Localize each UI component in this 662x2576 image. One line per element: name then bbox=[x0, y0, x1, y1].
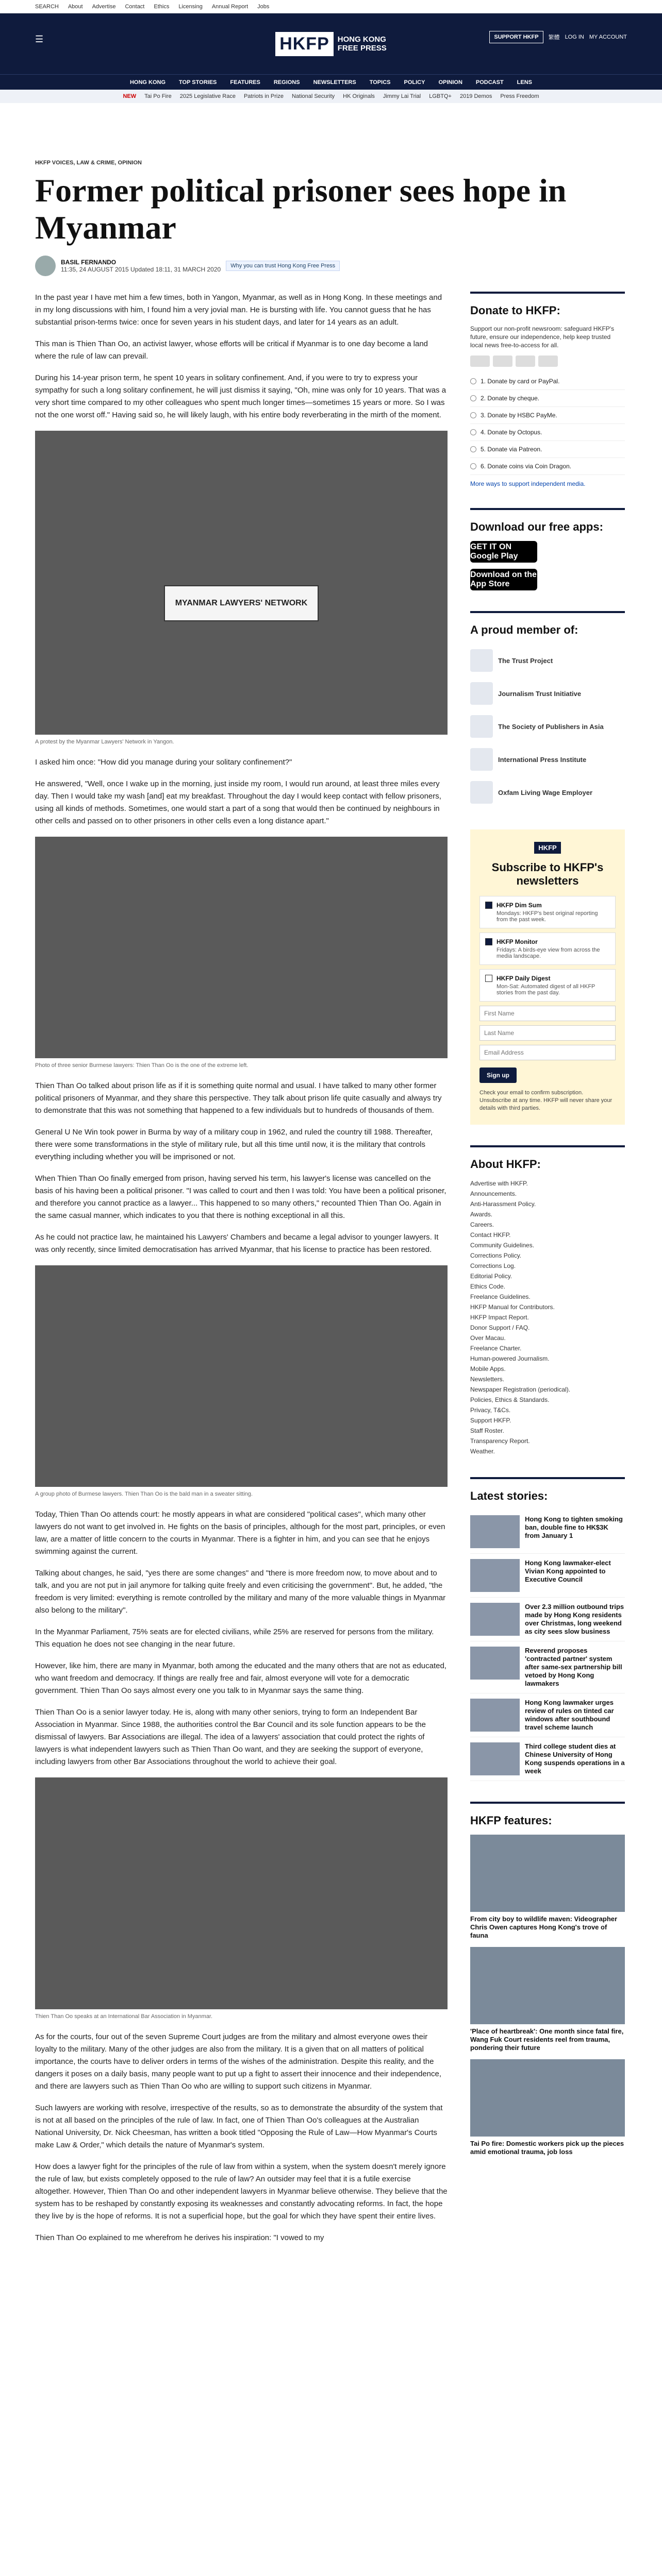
subnav-item[interactable]: Tai Po Fire bbox=[144, 93, 172, 99]
about-link[interactable]: Awards. bbox=[470, 1211, 493, 1218]
top-link-licensing[interactable]: Licensing bbox=[178, 3, 203, 10]
newsletter-box bbox=[470, 829, 625, 1125]
more-ways-link[interactable]: More ways to support independent media. bbox=[470, 480, 586, 487]
protest-photo bbox=[35, 431, 448, 735]
feature-item[interactable] bbox=[470, 1947, 625, 2052]
figure bbox=[35, 837, 448, 1069]
donate-option[interactable]: 5. Donate via Patreon. bbox=[470, 441, 625, 458]
story-title[interactable]: Hong Kong lawmaker-elect Vivian Kong appointed to Executive Council bbox=[525, 1559, 611, 1583]
paragraph: Thien Than Oo is a senior lawyer today. He is, along with many other seniors, trying to form an Independent Bar Association in Myanmar. Since 1988, the authorities control the Bar Council and its sole function appears to be the dismissal of lawyers. Bar Associations are illegal. The idea of a lawyers' association that could protect the rights of lawyers is what independent lawyers such as Thien Than Oo want, and they are seeking the support of everyone, including lawyers from other Bar Associations throughout the world to achieve their goal. bbox=[35, 1708, 426, 1766]
donate-option[interactable]: 1. Donate by card or PayPal. bbox=[470, 373, 625, 390]
about-link[interactable]: HKFP Manual for Contributors. bbox=[470, 1303, 555, 1311]
subnav-item[interactable]: Patriots in Prize bbox=[243, 93, 284, 99]
story-title[interactable]: Hong Kong lawmaker urges review of rules on tinted car windows after southbound travel scheme launch bbox=[525, 1699, 614, 1731]
feature-thumbnail[interactable] bbox=[470, 1835, 625, 1912]
feature-title[interactable]: From city boy to wildlife maven: Videographer Chris Owen captures Hong Kong's trove of fauna bbox=[470, 1915, 618, 1939]
about-box bbox=[470, 1145, 625, 1456]
trust-badge[interactable]: Why you can trust Hong Kong Free Press bbox=[226, 261, 340, 271]
oxfam-logo bbox=[470, 781, 493, 804]
site-logo[interactable] bbox=[275, 32, 387, 56]
latest-item[interactable] bbox=[470, 1737, 625, 1781]
newsletter-title: Subscribe to HKFP's newsletters bbox=[491, 861, 604, 887]
features-list bbox=[470, 1835, 625, 2156]
latest-item[interactable] bbox=[470, 1598, 625, 1641]
subnav-item[interactable]: National Security bbox=[291, 93, 335, 99]
features-box bbox=[470, 1802, 625, 2156]
sopa-logo bbox=[470, 715, 493, 738]
donate-option[interactable]: 3. Donate by HSBC PayMe. bbox=[470, 407, 625, 424]
story-thumbnail[interactable] bbox=[470, 1559, 520, 1592]
subnav-item[interactable]: HK Originals bbox=[343, 93, 375, 99]
about-link[interactable]: Donor Support / FAQ. bbox=[470, 1324, 530, 1331]
member-title: A proud member of: bbox=[470, 623, 578, 636]
nav-hong-kong[interactable]: HONG KONG bbox=[129, 79, 166, 86]
subnav-item[interactable]: 2019 Demos bbox=[459, 93, 492, 99]
about-link[interactable]: Transparency Report. bbox=[470, 1437, 530, 1445]
lawyers-photo bbox=[35, 837, 448, 1058]
about-link[interactable]: Corrections Policy. bbox=[470, 1252, 522, 1259]
paragraph: Thien Than Oo explained to me wherefrom he derives his inspiration: "I vowed to my bbox=[35, 2233, 324, 2242]
paragraph: Talking about changes, he said, "yes there are some changes" and "there is more freedom now, to move about and to talk, and you are not put in jail anymore for talking quite freely and even criticising the government". But, he added, "the freedom is very limited: everything is remote controlled by the military and many of the more valuable things in Myanmar also belong to the military". bbox=[35, 1569, 446, 1615]
first-name-field[interactable] bbox=[479, 1006, 616, 1021]
about-link[interactable]: Weather. bbox=[470, 1448, 495, 1455]
header-actions bbox=[489, 31, 627, 43]
paragraph: Today, Thien Than Oo attends court: he mostly appears in what are considered "political cases", which many other lawyers do not want to get involved in. He fights on the basis of principles, although for the most part, principles, or even law, are a matter of little concern to the courts in Myanmar. There is a fighter in him, and you can see that he enjoys swimming against the current. bbox=[35, 1510, 445, 1556]
article-categories[interactable]: HKFP VOICES, LAW & CRIME, OPINION bbox=[35, 160, 142, 166]
story-thumbnail[interactable] bbox=[470, 1603, 520, 1636]
article-title: Former political prisoner sees hope in Myanmar bbox=[35, 172, 567, 246]
login-link[interactable]: LOG IN bbox=[565, 34, 584, 40]
paragraph: As he could not practice law, he maintained his Lawyers' Chambers and became a legal advisor to younger lawyers. It was only recently, since limited democratisation has arrived Myanmar, that his license to practice has been restored. bbox=[35, 1233, 439, 1254]
member-logo[interactable]: Oxfam Living Wage Employer bbox=[470, 776, 625, 809]
story-thumbnail[interactable] bbox=[470, 1647, 520, 1680]
checkbox-icon[interactable] bbox=[485, 975, 492, 982]
radio-icon bbox=[470, 429, 476, 435]
byline bbox=[35, 256, 627, 276]
story-title[interactable]: Over 2.3 million outbound trips made by Hong Kong residents over Christmas, long weekend as city sees slow business bbox=[525, 1603, 624, 1635]
logo-mark: HKFP bbox=[275, 32, 334, 56]
search-link[interactable]: SEARCH bbox=[35, 3, 59, 10]
figure bbox=[35, 431, 448, 745]
logo-text: HONG KONG FREE PRESS bbox=[337, 35, 387, 53]
apps-box bbox=[470, 508, 625, 590]
account-link[interactable]: MY ACCOUNT bbox=[589, 34, 627, 40]
paragraph: In the Myanmar Parliament, 75% seats are for elected civilians, while 25% are reserved for persons from the military. This equation he does not see changing in the near future. bbox=[35, 1628, 434, 1649]
story-title[interactable]: Reverend proposes 'contracted partner' system after same-sex partnership bill vetoed by Hong Kong lawmakers bbox=[525, 1647, 622, 1687]
radio-icon bbox=[470, 446, 476, 452]
feature-item[interactable] bbox=[470, 1835, 625, 1940]
paragraph: I asked him once: "How did you manage during your solitary confinement?" bbox=[35, 758, 292, 767]
new-badge: NEW bbox=[123, 93, 137, 99]
trust-project-logo bbox=[470, 649, 493, 672]
page-content bbox=[35, 129, 627, 2253]
member-logo[interactable]: The Society of Publishers in Asia bbox=[470, 710, 625, 743]
subnav-item[interactable]: Jimmy Lai Trial bbox=[383, 93, 421, 99]
member-logo[interactable]: International Press Institute bbox=[470, 743, 625, 776]
donate-title: Donate to HKFP: bbox=[470, 304, 560, 317]
paragraph: Thien Than Oo talked about prison life as if it is something quite normal and usual. I have talked to many other former political prisoners of Myanmar, and they share this perspective. They talk about prison life quite casually and always try to demonstrate that this was not something that happened to a few individuals but to hundreds of thousands of them. bbox=[35, 1081, 442, 1115]
paypal-icon bbox=[493, 355, 512, 367]
figure-caption: A protest by the Myanmar Lawyers' Network in Yangon. bbox=[35, 739, 174, 745]
donate-box bbox=[470, 292, 625, 487]
radio-icon bbox=[470, 412, 476, 418]
about-link[interactable]: Privacy, T&Cs. bbox=[470, 1406, 511, 1414]
radio-icon bbox=[470, 463, 476, 469]
author-name[interactable]: BASIL FERNANDO bbox=[61, 259, 117, 266]
latest-list bbox=[470, 1510, 625, 1781]
about-link[interactable]: Human-powered Journalism. bbox=[470, 1355, 550, 1362]
content-columns bbox=[35, 292, 627, 2253]
about-link[interactable]: Newsletters. bbox=[470, 1376, 505, 1383]
paragraph: In the past year I have met him a few times, both in Yangon, Myanmar, as well as in Hong Kong. In these meetings and in my long discussions with him, I found him a very jovial man. He is bursting with life. You cannot guess that he has substantial prison-terms twice: once for seven years in his student days, and later for 14 years as an adult. bbox=[35, 293, 442, 327]
newsletter-logo: HKFP bbox=[534, 842, 560, 854]
donate-option[interactable]: 4. Donate by Octopus. bbox=[470, 424, 625, 441]
nav-policy[interactable]: POLICY bbox=[404, 79, 425, 86]
about-link[interactable]: Corrections Log. bbox=[470, 1262, 516, 1269]
about-link[interactable]: Support HKFP. bbox=[470, 1417, 511, 1424]
nav-podcast[interactable]: PODCAST bbox=[475, 79, 504, 86]
protest-banner: MYANMAR LAWYERS' NETWORK bbox=[164, 585, 319, 621]
member-logo[interactable]: Journalism Trust Initiative bbox=[470, 677, 625, 710]
newsletter-note: Check your email to confirm subscription. Unsubscribe at any time. HKFP will never share your details with third parties. bbox=[479, 1090, 613, 1111]
features-title: HKFP features: bbox=[470, 1814, 552, 1827]
donate-option[interactable]: 6. Donate coins via Coin Dragon. bbox=[470, 458, 625, 475]
top-link-annual-report[interactable]: Annual Report bbox=[211, 3, 249, 10]
top-link-about[interactable]: About bbox=[68, 3, 83, 10]
donate-option[interactable]: 2. Donate by cheque. bbox=[470, 390, 625, 407]
about-link[interactable]: Advertise with HKFP. bbox=[470, 1180, 528, 1187]
paragraph: He answered, "Well, once I wake up in the morning, just inside my room, I would run around, at least three miles every day. Then I would take my wash [and] eat my breakfast. Throughout the day I would keep contact with fellow prisoners, using all kinds of methods. Sometimes, one would start a part of a song that would then be continued by neighbours in other cells and passed on to other prisoners in other cells even a long distance apart." bbox=[35, 779, 441, 825]
octopus-icon bbox=[538, 355, 558, 367]
card-icon bbox=[470, 355, 490, 367]
feature-title[interactable]: Tai Po fire: Domestic workers pick up the pieces amid emotional trauma, job loss bbox=[470, 2140, 624, 2156]
app-store-button[interactable]: Download on the App Store bbox=[470, 569, 537, 590]
about-link[interactable]: Editorial Policy. bbox=[470, 1273, 512, 1280]
about-link[interactable]: Announcements. bbox=[470, 1190, 517, 1197]
top-link-advertise[interactable]: Advertise bbox=[92, 3, 116, 10]
menu-icon[interactable]: ☰ bbox=[35, 34, 44, 44]
about-link[interactable]: HKFP Impact Report. bbox=[470, 1314, 529, 1321]
support-button[interactable]: SUPPORT HKFP bbox=[489, 31, 543, 43]
ipi-logo bbox=[470, 748, 493, 771]
latest-item[interactable] bbox=[470, 1641, 625, 1693]
paragraph: Such lawyers are working with resolve, irrespective of the results, so as to demonstrate the absurdity of the system that is not at all based on the principles of the rule of law. In fact, one of Thien Than Oo's colleagues at the Australian National University, Dr. Nick Cheesman, has written a book titled "Opposing the Rule of Law—How Myanmar's Courts make Law & Order," which details the nature of Myanmar's system. bbox=[35, 2104, 443, 2149]
member-box bbox=[470, 611, 625, 809]
paragraph: However, like him, there are many in Myanmar, both among the educated and the many others that are not as educated, who want freedom and democracy. If things are really free and fair, almost everyone will vote for a democratic government. Thien Than Oo says almost every one you talk to in Myanmar says the same thing. bbox=[35, 1662, 446, 1695]
main-nav bbox=[0, 74, 662, 90]
about-link[interactable]: Freelance Guidelines. bbox=[470, 1293, 531, 1300]
figure-caption: Photo of three senior Burmese lawyers: Thien Than Oo is the one of the extreme left. bbox=[35, 1062, 249, 1069]
article-body bbox=[35, 292, 448, 2253]
nav-newsletters[interactable]: NEWSLETTERS bbox=[313, 79, 356, 86]
paragraph: General U Ne Win took power in Burma by way of a military coup in 1962, and ruled the country till 1988. Thereafter, there were some transformations in the style of military rule, but all this time until now, it is the military that controls everything including whether you will be imprisoned or not. bbox=[35, 1128, 433, 1161]
about-list bbox=[470, 1178, 625, 1456]
jti-logo bbox=[470, 682, 493, 705]
site-header bbox=[0, 13, 662, 74]
figure bbox=[35, 1777, 448, 2020]
about-link[interactable]: Policies, Ethics & Standards. bbox=[470, 1396, 550, 1403]
latest-title: Latest stories: bbox=[470, 1489, 548, 1502]
paragraph: How does a lawyer fight for the principles of the rule of law from within a system, when the system doesn't merely ignore the rule of law, but exists completely opposed to the rule of law? An outsider may feel that it is a futile exercise altogether. However, Thien Than Oo and other independent lawyers in Myanmar believe otherwise. They believe that the system has to be reshaped by constantly exposing its weaknesses and constantly advocating reforms. In fact, the hope they live by is the hope of reforms. It is not a superficial hope, but the goal for which they have spent their entire lives. bbox=[35, 2162, 448, 2221]
payment-icons bbox=[470, 355, 625, 367]
article-dates: 11:35, 24 AUGUST 2015 Updated 18:11, 31 MARCH 2020 bbox=[61, 266, 221, 273]
top-link-contact[interactable]: Contact bbox=[125, 3, 145, 10]
about-link[interactable]: Ethics Code. bbox=[470, 1283, 506, 1290]
about-link[interactable]: Staff Roster. bbox=[470, 1427, 504, 1434]
newsletter-option[interactable]: HKFP Monitor Fridays: A birds-eye view from across the media landscape. bbox=[479, 933, 616, 965]
about-link[interactable]: Mobile Apps. bbox=[470, 1365, 506, 1372]
about-link[interactable]: Careers. bbox=[470, 1221, 494, 1228]
sub-nav bbox=[0, 90, 662, 103]
subnav-item[interactable]: LGBTQ+ bbox=[429, 93, 452, 99]
figure-caption: A group photo of Burmese lawyers. Thien Than Oo is the bald man in a sweater sitting. bbox=[35, 1491, 253, 1497]
newsletter-option[interactable]: HKFP Dim Sum Mondays: HKFP's best original reporting from the past week. bbox=[479, 896, 616, 928]
nav-top-stories[interactable]: TOP STORIES bbox=[179, 79, 217, 86]
latest-item[interactable] bbox=[470, 1554, 625, 1598]
nav-topics[interactable]: TOPICS bbox=[369, 79, 391, 86]
signup-button[interactable]: Sign up bbox=[479, 1067, 517, 1083]
latest-item[interactable] bbox=[470, 1693, 625, 1737]
about-title: About HKFP: bbox=[470, 1158, 541, 1171]
figure bbox=[35, 1265, 448, 1497]
nav-features[interactable]: FEATURES bbox=[230, 79, 260, 86]
checkbox-icon[interactable] bbox=[485, 902, 492, 909]
speech-photo bbox=[35, 1777, 448, 2009]
group-photo bbox=[35, 1265, 448, 1487]
feature-title[interactable]: 'Place of heartbreak': One month since fatal fire, Wang Fuk Court residents reel from trauma, pondering their future bbox=[470, 2027, 624, 2052]
nav-lens[interactable]: LENS bbox=[517, 79, 533, 86]
language-link[interactable]: 繁體 bbox=[548, 35, 560, 41]
paragraph: When Thien Than Oo finally emerged from prison, having served his term, his lawyer's license was cancelled on the basis of his having been a political prisoner. "I was called to court and then I was told: You have been a political prisoner, and therefore you cannot practice as a lawyer... This happened to so many others," recounted Thien Than Oo. Again in the same casual manner, which indicates to you that there is nothing exceptional in all this. bbox=[35, 1174, 446, 1220]
about-link[interactable]: Community Guidelines. bbox=[470, 1242, 535, 1249]
google-play-button[interactable]: GET IT ON Google Play bbox=[470, 541, 537, 563]
latest-item[interactable] bbox=[470, 1510, 625, 1554]
sidebar bbox=[470, 292, 625, 2253]
story-thumbnail[interactable] bbox=[470, 1699, 520, 1732]
paragraph: This man is Thien Than Oo, an activist lawyer, whose efforts will be critical if Myanmar is to one day become a land where the rule of law can prevail. bbox=[35, 340, 428, 361]
feature-thumbnail[interactable] bbox=[470, 2059, 625, 2137]
paragraph: During his 14-year prison term, he spent 10 years in solitary confinement. And, if you were to try to express your sympathy for such a long solitary confinement, he will just dismiss it saying, "Oh, mine was only for 10 years. That was a very short time compared to my other colleagues who spent much longer times—sometimes 15 years or more. So I was not the one worst off." Having said so, he will likely laugh, with his entire body reverberating in the mirth of the moment. bbox=[35, 374, 446, 419]
subnav-item[interactable]: 2025 Legislative Race bbox=[179, 93, 236, 99]
about-link[interactable]: Freelance Charter. bbox=[470, 1345, 522, 1352]
story-thumbnail[interactable] bbox=[470, 1742, 520, 1775]
figure-caption: Thien Than Oo speaks at an International Bar Association in Myanmar. bbox=[35, 2013, 213, 2020]
top-link-ethics[interactable]: Ethics bbox=[154, 3, 170, 10]
email-field[interactable] bbox=[479, 1045, 616, 1060]
top-link-jobs[interactable]: Jobs bbox=[257, 3, 270, 10]
paragraph: As for the courts, four out of the seven Supreme Court judges are from the military and almost everyone owes their loyalty to the military. Many of the other judges are also from the military. It is a given that on all matters of political importance, the courts have to deliver orders in terms of the wishes of the administration. Despite this reality, and the dangers it poses on a daily basis, many people want to put up a fight to assert their innocence and their independence, and there are lawyers such as Thien Than Oo who are willing to support such citizens in Myanmar. bbox=[35, 2032, 442, 2091]
donate-text: Support our non-profit newsroom: safeguard HKFP's future, ensure our independence, help keep trusted local news free-to-access for all. bbox=[470, 325, 615, 349]
about-link[interactable]: Anti-Harassment Policy. bbox=[470, 1200, 536, 1208]
newsletter-option[interactable]: HKFP Daily Digest Mon-Sat: Automated digest of all HKFP stories from the past day. bbox=[479, 969, 616, 1002]
story-title[interactable]: Hong Kong to tighten smoking ban, double fine to HK$3K from January 1 bbox=[525, 1515, 623, 1539]
author-avatar bbox=[35, 256, 56, 276]
radio-icon bbox=[470, 378, 476, 384]
checkbox-icon[interactable] bbox=[485, 938, 492, 945]
about-link[interactable]: Over Macau. bbox=[470, 1334, 506, 1342]
last-name-field[interactable] bbox=[479, 1025, 616, 1041]
story-title[interactable]: Third college student dies at Chinese University of Hong Kong suspends operations in a week bbox=[525, 1742, 625, 1775]
nav-opinion[interactable]: OPINION bbox=[438, 79, 462, 86]
story-thumbnail[interactable] bbox=[470, 1515, 520, 1548]
feature-item[interactable] bbox=[470, 2059, 625, 2156]
radio-icon bbox=[470, 395, 476, 401]
about-link[interactable]: Newspaper Registration (periodical). bbox=[470, 1386, 571, 1393]
top-strip bbox=[0, 0, 662, 13]
member-logo[interactable]: The Trust Project bbox=[470, 644, 625, 677]
payme-icon bbox=[516, 355, 535, 367]
nav-regions[interactable]: REGIONS bbox=[273, 79, 300, 86]
subnav-item[interactable]: Press Freedom bbox=[500, 93, 539, 99]
latest-box bbox=[470, 1477, 625, 1781]
about-link[interactable]: Contact HKFP. bbox=[470, 1231, 511, 1239]
feature-thumbnail[interactable] bbox=[470, 1947, 625, 2024]
apps-title: Download our free apps: bbox=[470, 520, 603, 533]
